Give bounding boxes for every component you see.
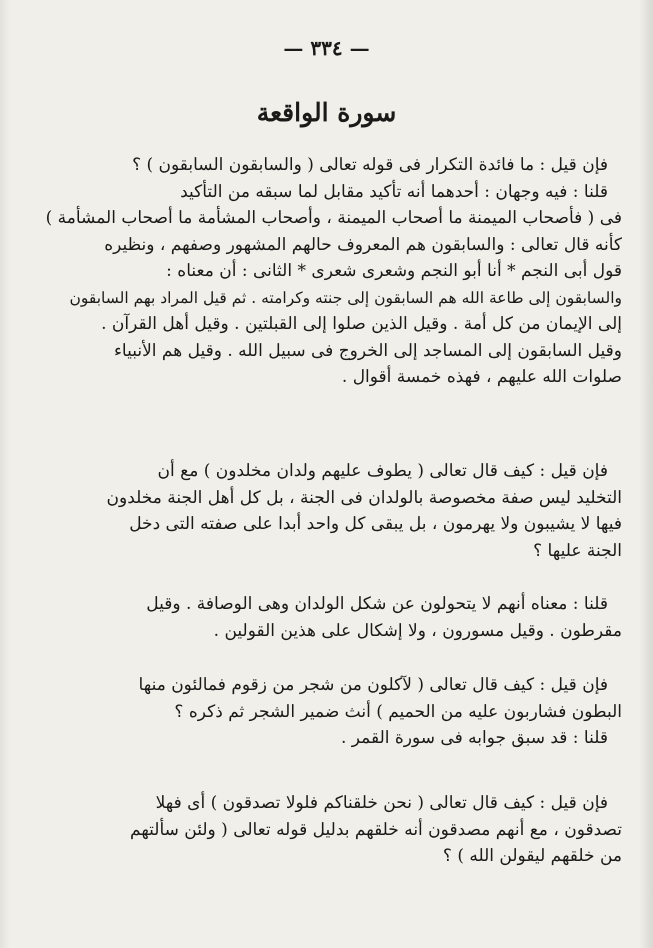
text-line: البطون فشاربون عليه من الحميم ) أنث ضمير الشجر ثم ذكره ؟ <box>174 701 622 722</box>
text-line: فإن قيل : كيف قال تعالى ( لآكلون من شجر من زقوم فمالئون منها <box>138 675 608 695</box>
text-line: قلنا : معناه أنهم لا يتحولون عن شكل الولدان وهى الوصافة . وقيل <box>146 594 608 614</box>
paragraph-wildan-question <box>42 458 622 564</box>
text-line: تصدقون ، مع أنهم مصدقون أنه خلقهم بدليل قوله تعالى ( ولئن سألتهم <box>130 819 622 840</box>
text-line: قلنا : فيه وجهان : أحدهما أنه تأكيد مقابل لما سبقه من التأكيد <box>180 181 608 202</box>
text-line: مقرطون . وقيل مسورون ، ولا إشكال على هذين القولين . <box>213 620 622 641</box>
paragraph-sabiqun <box>42 152 622 391</box>
text-line: فى ( فأصحاب الميمنة ما أصحاب الميمنة ، وأصحاب المشأمة ما أصحاب المشأمة ) <box>45 208 622 228</box>
paragraph-wildan-answer <box>42 591 622 644</box>
text-line: قلنا : قد سبق جوابه فى سورة القمر . <box>340 728 608 748</box>
page-edge-shadow-left <box>0 0 10 948</box>
text-line: من خلقهم ليقولن الله ) ؟ <box>442 846 622 866</box>
text-line: فإن قيل : كيف قال تعالى ( يطوف عليهم ولدان مخلدون ) مع أن <box>157 461 608 481</box>
text-line: فيها لا يشيبون ولا يهرمون ، بل يبقى كل واحد أبدا على صفته التى دخل <box>129 514 622 534</box>
text-line: إلى الإيمان من كل أمة . وقيل الذين صلوا إلى القبلتين . وقيل أهل القرآن . <box>101 314 622 334</box>
text-line: وقيل السابقون إلى المساجد إلى الخروج فى سبيل الله . وقيل هم الأنبياء <box>113 340 622 361</box>
text-line: فإن قيل : ما فائدة التكرار فى قوله تعالى ( والسابقون السابقون ) ؟ <box>132 155 608 175</box>
page-edge-shadow <box>639 0 653 948</box>
text-line: كأنه قال تعالى : والسابقون هم المعروف حالهم المشهور وصفهم ، ونظيره <box>104 234 622 255</box>
paragraph-tasdiqun <box>42 790 622 870</box>
text-line: قول أبى النجم * أنا أبو النجم وشعرى شعرى * الثانى : أن معناه : <box>166 261 622 281</box>
text-line: الجنة عليها ؟ <box>533 540 622 561</box>
text-line: فإن قيل : كيف قال تعالى ( نحن خلقناكم فلولا تصدقون ) أى فهلا <box>155 793 608 813</box>
text-line: والسابقون إلى طاعة الله هم السابقون إلى جنته وكرامته . ثم قيل المراد بهم السابقون <box>69 288 622 307</box>
page-number: — ٣٣٤ — <box>283 36 370 60</box>
paragraph-zaqqum <box>42 672 622 752</box>
surah-title: سورة الواقعة <box>256 98 397 127</box>
text-line: صلوات الله عليهم ، فهذه خمسة أقوال . <box>341 367 622 387</box>
text-line: التخليد ليس صفة مخصوصة بالولدان فى الجنة ، بل كل أهل الجنة مخلدون <box>106 487 622 508</box>
